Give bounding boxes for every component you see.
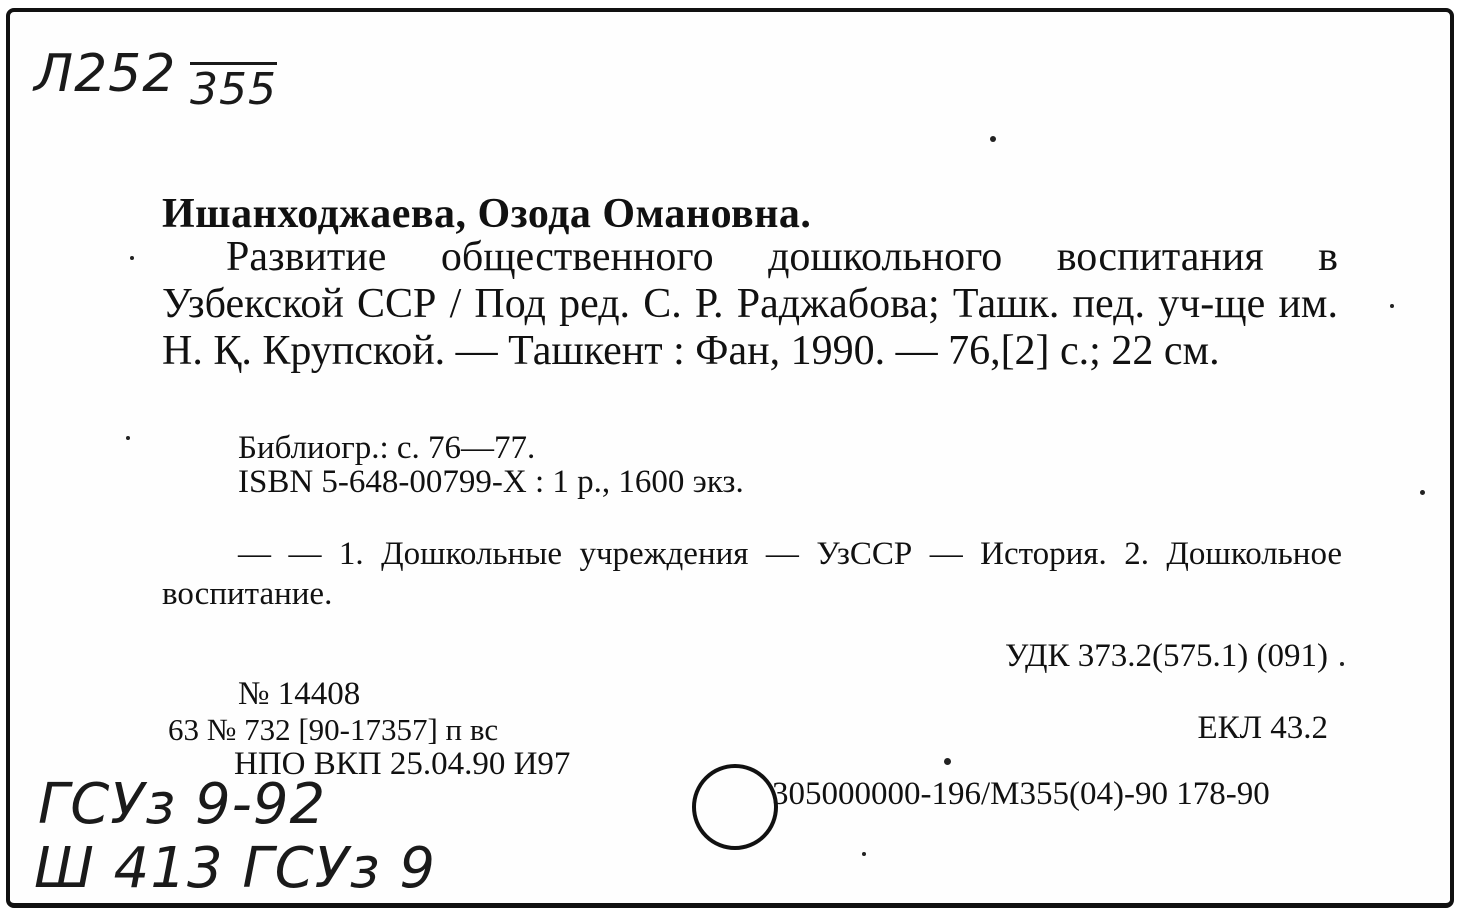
bibliography-note: Библиогр.: с. 76—77.	[238, 430, 536, 466]
npo-note: НПО ВКП 25.04.90 И97	[234, 746, 571, 782]
order-number: 63 № 732 [90-17357] п вс	[168, 712, 499, 747]
circle-mark	[692, 764, 778, 850]
print-speck	[1340, 662, 1344, 666]
print-speck	[990, 136, 996, 142]
shelf-mark: Л252	[34, 44, 177, 104]
isbn-note: ISBN 5-648-00799-X : 1 р., 1600 экз.	[238, 464, 744, 500]
print-speck	[1420, 490, 1425, 495]
print-speck	[862, 852, 866, 856]
print-speck	[1390, 304, 1394, 308]
handwritten-note-line2: Ш 413 ГСУз 9	[34, 836, 437, 901]
print-speck	[944, 758, 951, 765]
shelf-code: 355	[190, 64, 277, 115]
author-heading: Ишанходжаева, Озода Омановна.	[162, 191, 812, 237]
accession-number: № 14408	[238, 676, 361, 712]
udk-code: УДК 373.2(575.1) (091)	[1004, 638, 1328, 674]
subject-headings: — — 1. Дошкольные учреждения — УзССР — История. 2. Дошкольное воспитание.	[162, 536, 1342, 612]
publisher-code: 305000000-196/М355(04)-90 178-90	[772, 776, 1270, 812]
print-speck	[126, 436, 130, 440]
handwritten-note-line1: ГСУз 9-92	[38, 772, 327, 837]
print-speck	[130, 256, 134, 260]
ekl-code: ЕКЛ 43.2	[1197, 710, 1328, 746]
title-description: Развитие общественного дошкольного воспитания в Узбекской ССР / Под ред. С. Р. Раджабова; Ташк. пед. уч-ще им. Н. Қ. Крупской. — Ташкент : Фан, 1990. — 76,[2] с.; 22 см.	[162, 234, 1338, 374]
catalog-card	[6, 8, 1454, 908]
